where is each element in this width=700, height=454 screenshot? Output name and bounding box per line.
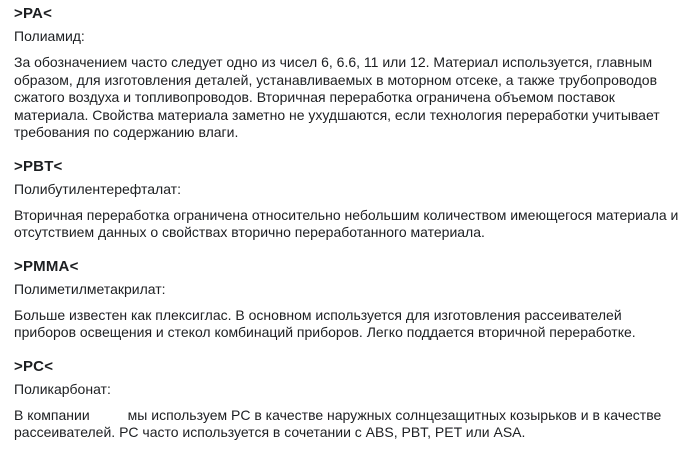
material-description: Больше известен как плексиглас. В основном используется для изготовления рассеивателей приборов освещения и стекол комбинаций приборов. Легко поддается вторичной переработке. [14,306,636,340]
material-code-heading: >PBT< [14,157,63,175]
redacted-company-name-gap [90,419,128,420]
section-pc [14,358,682,442]
material-code-heading: >PA< [14,5,53,22]
material-description: За обозначением часто следует одно из чисел 6, 6.6, 11 или 12. Материал используется, главным образом, для изготовления деталей, устанавливаемых в моторном отсеке, а также трубопроводов сжатого воздуха и топливопроводов. Вторичная переработка ограничена объемом поставок материала. Свойства материала заметно не ухудшаются, если технология переработки учитывает требования по содержанию влаги. [14,54,660,140]
material-name: Полибутилентерефталат: [14,180,181,197]
section-pmma [14,258,682,342]
material-name: Полиамид: [14,28,85,44]
material-name: Полиметилметакрилат: [14,280,166,297]
section-pa [14,5,682,142]
description-suffix: мы используем PC в качестве наружных солнцезащитных козырьков и в качестве рассеивателей. PC часто используется в сочетании с ABS, PBT, PET или ASA. [14,406,662,440]
material-code-heading: >PC< [14,357,54,375]
description-prefix: В компании [14,406,90,423]
material-description: Вторичная переработка ограничена относительно небольшим количеством имеющегося материала и отсутствием данных о свойствах вторично переработанного материала. [14,206,679,240]
material-code-heading: >PMMA< [14,257,79,275]
material-name: Поликарбонат: [14,380,111,397]
section-pbt [14,158,682,242]
material-description [14,407,682,442]
